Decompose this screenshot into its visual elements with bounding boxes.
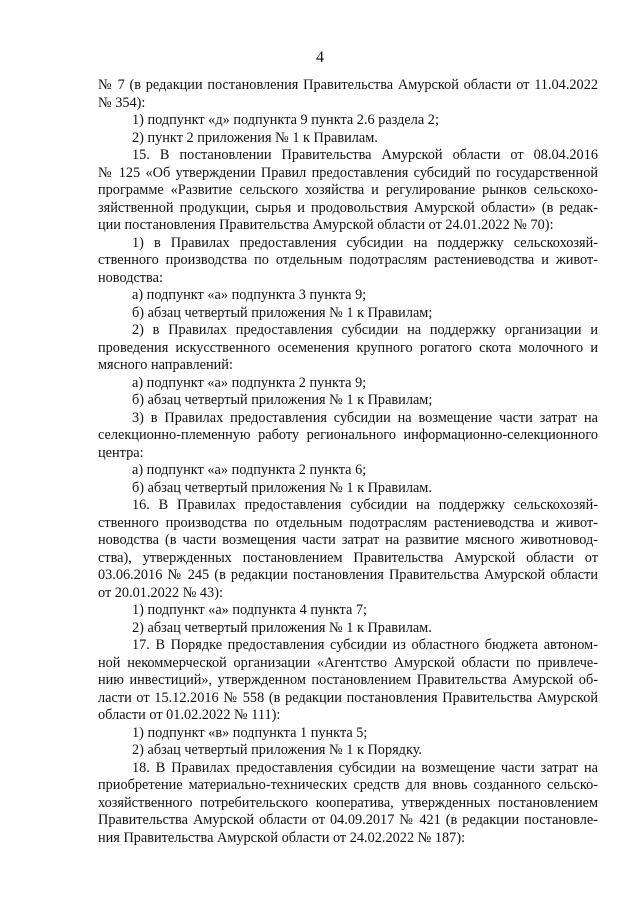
- text-line: 2) абзац четвертый приложения № 1 к Правилам.: [132, 619, 432, 636]
- text-line: от 20.01.2022 № 43):: [98, 584, 223, 601]
- text-line: ственного производства по отдельным подотраслям растениеводства и живот-: [98, 252, 598, 268]
- document-body: [98, 77, 598, 847]
- text-line: б) абзац четвертый приложения № 1 к Правилам;: [132, 304, 433, 321]
- text-line: б) абзац четвертый приложения № 1 к Правилам.: [132, 479, 432, 496]
- text-line: ния Правительства Амурской области от 24.02.2022 № 187):: [98, 829, 466, 846]
- text-line: центра:: [98, 444, 144, 461]
- text-line: области от 01.02.2022 № 111):: [98, 707, 281, 723]
- text-line: программе «Развитие сельского хозяйства и регулирование рынков сельскохо-: [98, 182, 598, 198]
- page-number: 4: [316, 49, 324, 66]
- text-line: зяйственной продукции, сырья и продовольствия Амурской области» (в редак-: [98, 199, 598, 216]
- text-line: 1) подпункт «д» подпункта 9 пункта 2.6 раздела 2;: [132, 112, 439, 128]
- text-line: 2) абзац четвертый приложения № 1 к Порядку.: [132, 742, 422, 758]
- text-line: 1) подпункт «а» подпункта 4 пункта 7;: [132, 602, 367, 618]
- text-line: 1) в Правилах предоставления субсидии на поддержку сельскохозяй-: [132, 234, 598, 251]
- text-line: хозяйственного потребительского кооператива, утвержденных постановлением: [98, 794, 598, 811]
- text-line: 03.06.2016 № 245 (в редакции постановления Правительства Амурской области: [98, 567, 598, 583]
- text-line: 2) пункт 2 приложения № 1 к Правилам.: [132, 129, 378, 146]
- text-line: мясного направлений:: [98, 357, 233, 373]
- text-line: 15. В постановлении Правительства Амурской области от 08.04.2016: [132, 147, 598, 163]
- text-line: ной некоммерческой организации «Агентство Амурской области по привлече-: [98, 654, 598, 671]
- text-line: а) подпункт «а» подпункта 2 пункта 6;: [132, 462, 367, 478]
- text-line: новодства (в части возмещения части затрат на развитие мясного животновод-: [98, 532, 598, 548]
- text-line: 18. В Правилах предоставления субсидии на возмещение части затрат на: [132, 759, 598, 776]
- text-line: новодства:: [98, 269, 163, 286]
- text-line: а) подпункт «а» подпункта 2 пункта 9;: [132, 374, 367, 391]
- text-line: 1) подпункт «в» подпункта 1 пункта 5;: [132, 724, 368, 741]
- text-line: Правительства Амурской области от 04.09.2017 № 421 (в редакции постановле-: [98, 812, 598, 828]
- text-line: ласти от 15.12.2016 № 558 (в редакции постановления Правительства Амурской: [98, 689, 598, 706]
- text-line: № 7 (в редакции постановления Правительства Амурской области от 11.04.2022: [98, 77, 598, 93]
- text-line: а) подпункт «а» подпункта 3 пункта 9;: [132, 287, 367, 303]
- text-line: 2) в Правилах предоставления субсидии на поддержку организации и: [132, 322, 598, 338]
- text-line: проведения искусственного осеменения крупного рогатого скота молочного и: [98, 339, 598, 356]
- text-line: селекционно-племенную работу регионального информационно-селекционного: [98, 427, 598, 443]
- text-line: нию инвестиций», утвержденном постановлением Правительства Амурской об-: [98, 672, 598, 688]
- text-line: ции постановления Правительства Амурской области от 24.01.2022 № 70):: [98, 217, 554, 233]
- text-line: № 125 «Об утверждении Правил предоставления субсидий по государственной: [98, 164, 598, 181]
- text-line: приобретение материально-технических средств для вновь созданного сельско-: [98, 777, 598, 793]
- text-line: ственного производства по отдельным подотраслям растениеводства и живот-: [98, 514, 598, 531]
- text-line: № 354):: [98, 94, 146, 111]
- text-line: 3) в Правилах предоставления субсидии на возмещение части затрат на: [132, 409, 598, 426]
- text-line: б) абзац четвертый приложения № 1 к Правилам;: [132, 392, 433, 408]
- text-line: 17. В Порядке предоставления субсидии из областного бюджета автоном-: [132, 637, 598, 653]
- text-line: 16. В Правилах предоставления субсидии на поддержку сельскохозяй-: [132, 497, 598, 513]
- text-line: ства), утвержденных постановлением Правительства Амурской области от: [98, 549, 598, 566]
